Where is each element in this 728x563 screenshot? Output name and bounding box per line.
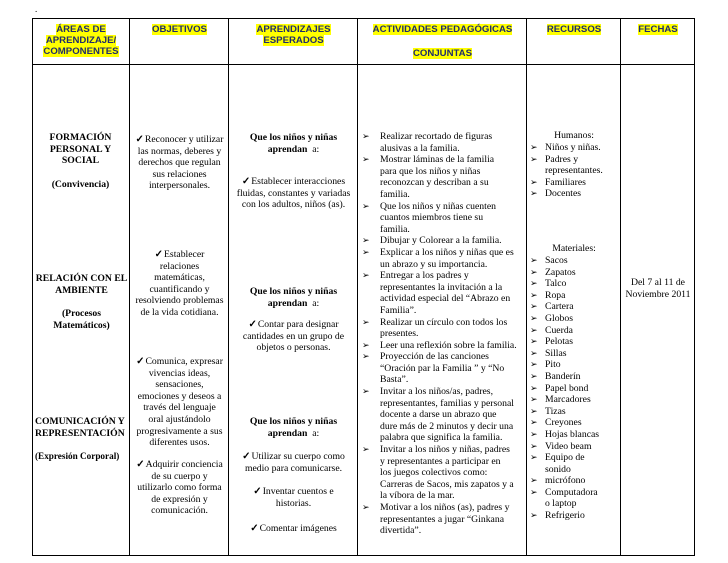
check-icon: ✓ [136,459,145,470]
actividad-item: ➢ Dibujar y Colorear a la familia. [362,235,502,247]
check-icon: ✓ [241,176,251,187]
body-row [33,65,695,556]
recurso-material-item: ➢ Computadora o laptop [530,486,598,510]
objetivo-3: ✓Comunica, expresar vivencias ideas, sensaciones, emociones y deseos a través del lenguaje oral ajustándolo progresivamente a sus diferentes usos. [136,356,223,449]
actividad-item: ➢ Realizar un círculo con todos los presentes. [362,316,508,340]
arrow-bullet-icon: ➢ [530,255,538,265]
arrow-bullet-icon: ➢ [530,452,538,463]
actividad-item: ➢ Leer una reflexión sobre la familia. [362,339,517,351]
actividades-cell [358,65,527,556]
arrow-bullet-icon: ➢ [530,428,538,439]
recurso-material-item: ➢ micrófono [530,475,586,487]
arrow-bullet-icon: ➢ [362,386,370,397]
recurso-material-item: ➢ Pito [530,359,561,371]
actividad-item: ➢ Invitar a los niños y niñas, padres y representantes a participar en los juegos colectivos como: Carreras de Sacos, mis zapatos y a la víbora de la mar. [362,444,514,502]
arrow-bullet-icon: ➢ [530,289,538,300]
check-icon: ✓ [136,356,145,367]
actividad-item: ➢ Proyección de las canciones “Oración par la Familia ” y “No Basta”. [362,351,505,386]
recurso-material-item: ➢ Pelotas [530,336,573,348]
arrow-bullet-icon: ➢ [362,270,370,281]
recurso-material-item: ➢ Tizas [530,405,566,417]
arrow-bullet-icon: ➢ [530,405,538,416]
arrow-bullet-icon: ➢ [530,475,538,486]
actividad-item: ➢ Motivar a los niños (as), padres y representantes a jugar “Ginkana divertida”. [362,502,510,537]
arrow-bullet-icon: ➢ [530,266,538,277]
check-icon: ✓ [135,134,144,145]
recurso-material-item: ➢ Marcadores [530,394,591,406]
arrow-bullet-icon: ➢ [530,188,538,199]
arrow-bullet-icon: ➢ [362,351,370,362]
header-row [33,19,695,65]
arrow-bullet-icon: ➢ [530,153,538,164]
objetivo-1: ✓Reconocer y utilizar las normas, deberes y derechos que regulan sus relaciones interpersonales. [135,134,224,192]
recurso-humano-item: ➢ Padres y representantes. [530,153,603,177]
objetivo-2: ✓Establecer relaciones matemáticas, cuantificando y resolviendo problemas de la vida cotidiana. [135,249,224,318]
recurso-material-item: ➢ Video beam [530,440,592,452]
arrow-bullet-icon: ➢ [530,336,538,347]
objetivo-4: ✓Adquirir conciencia de su cuerpo y utilizarlo como forma de expresión y comunicación. [136,459,223,517]
actividades-list [358,131,524,537]
recurso-material-item: ➢ Cartera [530,301,574,313]
aprendizaje-1: ✓Establecer interacciones fluidas, constantes y variadas con los adultos, niños (as). [236,176,351,211]
arrow-bullet-icon: ➢ [530,301,538,312]
materiales-list [527,255,619,522]
arrow-bullet-icon: ➢ [362,502,370,512]
arrow-bullet-icon: ➢ [530,417,538,428]
fechas-cell [621,65,695,556]
check-icon: ✓ [242,451,251,462]
recurso-material-item: ➢ Ropa [530,289,566,301]
arrow-bullet-icon: ➢ [530,382,538,393]
arrow-bullet-icon: ➢ [530,347,538,358]
fechas-text: Del 7 al 11 de Noviembre 2011 [625,277,691,300]
recurso-material-item: ➢ Sillas [530,347,567,359]
materiales-title: Materiales: [552,243,596,254]
aprendizajes-heading-1: Que los niños y niñas aprendan a: [249,132,338,155]
arrow-bullet-icon: ➢ [530,486,538,497]
actividad-item: ➢ Realizar recortado de figuras alusivas a la familia. [362,131,493,154]
arrow-bullet-icon: ➢ [530,370,538,381]
recurso-humano-item: ➢ Niños y niñas. [530,142,601,153]
recurso-material-item: ➢ Hojas blancas [530,428,600,440]
recurso-humano-item: ➢ Docentes [530,188,582,200]
actividad-item: ➢ Que los niños y niñas cuenten cuantos miembros tiene su familia. [362,200,496,235]
aprendizaje-2: ✓Contar para designar cantidades en un grupo de objetos o personas. [242,319,345,354]
arrow-bullet-icon: ➢ [362,246,370,257]
arrow-bullet-icon: ➢ [530,324,538,335]
check-icon: ✓ [250,523,259,534]
humanos-list [527,142,619,200]
recurso-material-item: ➢ Zapatos [530,266,576,278]
header-areas: ÁREAS DE APRENDIZAJE/ COMPONENTES [33,19,130,65]
recurso-material-item: ➢ Banderín [530,370,581,382]
arrow-bullet-icon: ➢ [530,176,538,187]
recurso-material-item: ➢ Equipo de sonido [530,452,585,475]
recurso-humano-item: ➢ Familiares [530,176,586,188]
recurso-material-item: ➢ Refrigerio [530,510,585,522]
actividad-item: ➢ Mostrar láminas de la familia para que los niños y niñas reconozcan y describan a su familia. [362,154,495,200]
arrow-bullet-icon: ➢ [530,142,538,152]
actividad-item: ➢ Entregar a los padres y representantes la invitación a la actividad especial del “Abrazo en Familia”. [362,270,511,316]
arrow-bullet-icon: ➢ [362,444,370,455]
area-comunicacion: COMUNICACIÓN Y REPRESENTACIÓN (Expresión Corporal) [35,416,125,462]
header-recursos: RECURSOS [527,19,621,65]
arrow-bullet-icon: ➢ [362,200,370,211]
recurso-material-item: ➢ Talco [530,278,567,290]
recurso-material-item: ➢ Creyones [530,417,582,429]
recurso-material-item: ➢ Cuerda [530,324,573,336]
actividad-item: ➢ Explicar a los niños y niñas que es un abrazo y su importancia. [362,246,514,270]
arrow-bullet-icon: ➢ [530,394,538,405]
arrow-bullet-icon: ➢ [362,316,370,327]
check-icon: ✓ [248,319,257,330]
actividad-item: ➢ Invitar a los niños/as, padres, representantes, familias y personal docente a darse un abrazo que dure más de 2 minutos y decir una palabra que significa la familia. [362,386,514,444]
arrow-bullet-icon: ➢ [362,131,370,141]
area-formacion: FORMACIÓN PERSONAL Y SOCIAL (Convivencia) [49,132,112,190]
header-aprendizajes: APRENDIZAJES ESPERADOS [229,19,358,65]
aprendizaje-4: ✓Inventar cuentos e historias. [253,486,334,509]
humanos-title: Humanos: [554,130,594,141]
arrow-bullet-icon: ➢ [362,154,370,165]
header-fechas: FECHAS [621,19,695,65]
aprendizaje-5: ✓Comentar imágenes [250,523,337,534]
aprendizajes-cell [229,65,358,556]
areas-cell [33,65,130,556]
recurso-material-item: ➢ Sacos [530,255,568,266]
arrow-bullet-icon: ➢ [530,510,538,521]
header-objetivos: OBJETIVOS [130,19,229,65]
arrow-bullet-icon: ➢ [530,359,538,370]
aprendizaje-3: ✓Utilizar su cuerpo como medio para comunicarse. [242,451,345,474]
check-icon: ✓ [253,486,262,497]
recursos-cell [527,65,621,556]
objetivos-cell [130,65,229,556]
area-relacion: RELACIÓN CON EL AMBIENTE (Procesos Matemáticos) [35,273,128,331]
arrow-bullet-icon: ➢ [362,235,370,246]
top-mark: . [35,4,38,14]
header-actividades: ACTIVIDADES PEDAGÓGICAS CONJUNTAS [358,19,527,65]
check-icon: ✓ [154,249,164,260]
arrow-bullet-icon: ➢ [530,278,538,289]
aprendizajes-heading-2: Que los niños y niñas aprendan a: [249,286,338,309]
arrow-bullet-icon: ➢ [530,312,538,323]
aprendizajes-heading-3: Que los niños y niñas aprendan a: [249,416,338,439]
recurso-material-item: ➢ Globos [530,312,573,324]
arrow-bullet-icon: ➢ [530,440,538,451]
recurso-material-item: ➢ Papel bond [530,382,589,394]
arrow-bullet-icon: ➢ [362,339,370,350]
planning-table [32,18,695,556]
